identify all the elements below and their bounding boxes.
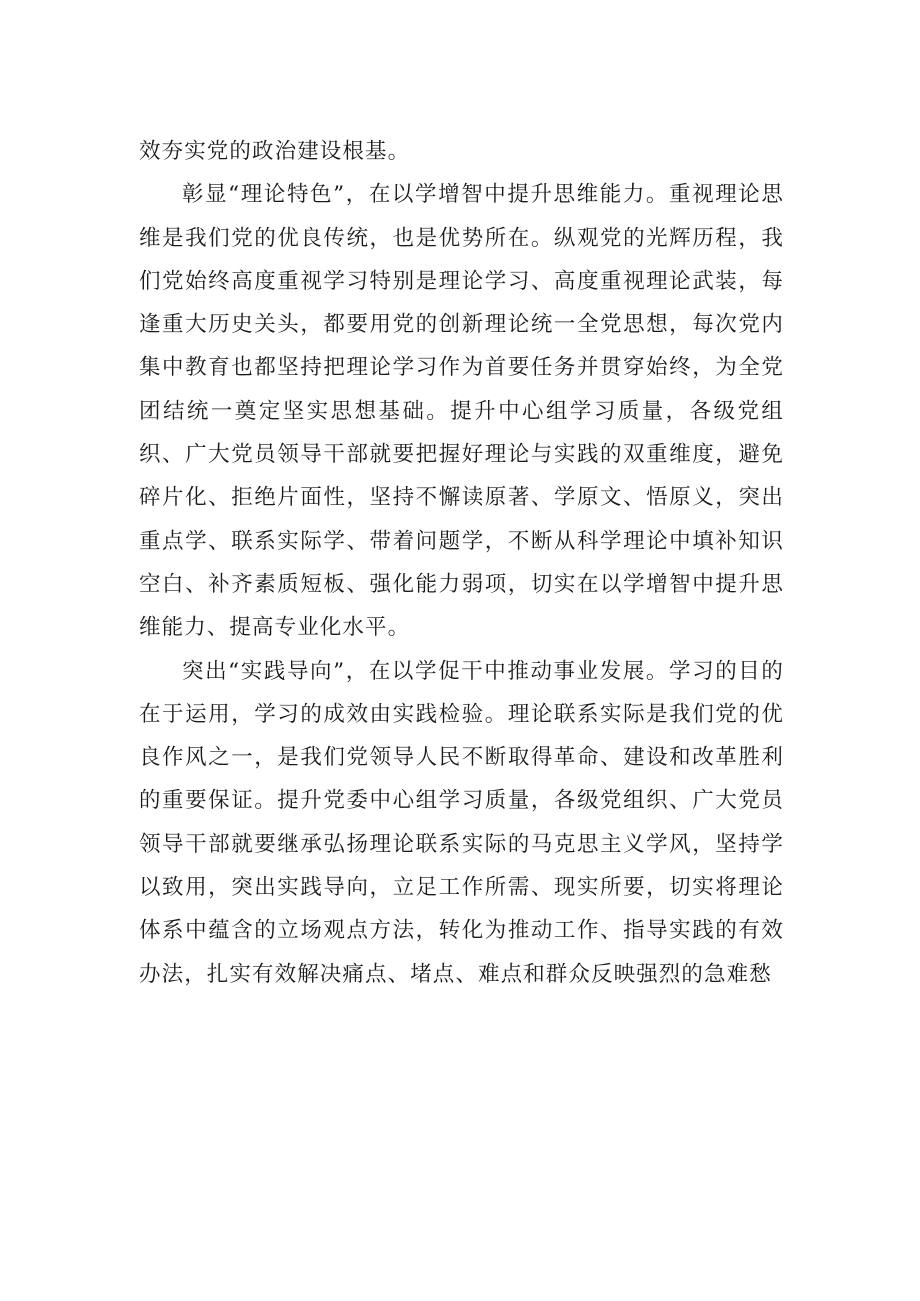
paragraph-continuation: 效夯实党的政治建设根基。: [139, 139, 411, 164]
paragraph-practice-orientation: 突出“实践导向”，在以学促干中推动事业发展。学习的目的在于运用，学习的成效由实践检验。理论联系实际是我们党的优良作风之一，是我们党领导人民不断取得革命、建设和改革胜利的重要保证。提升党委中心组学习质量，各级党组织、广大党员领导干部就要继承弘扬理论联系实际的马克思主义学风，坚持学以致用，突出实践导向，立足工作所需、现实所要，切实将理论体系中蕴含的立场观点方法，转化为推动工作、指导实践的有效办法，扎实有效解决痛点、堵点、难点和群众反映强烈的急难愁: [139, 658, 784, 987]
paragraph-theory-feature: 彰显“理论特色”，在以学增智中提升思维能力。重视理论思维是我们党的优良传统，也是优势所在。纵观党的光辉历程，我们党始终高度重视学习特别是理论学习、高度重视理论武装，每逢重大历史关头，都要用党的创新理论统一全党思想，每次党内集中教育也都坚持把理论学习作为首要任务并贯穿始终，为全党团结统一奠定坚实思想基础。提升中心组学习质量，各级党组织、广大党员领导干部就要把握好理论与实践的双重维度，避免碎片化、拒绝片面性，坚持不懈读原著、学原文、悟原义，突出重点学、联系实际学、带着问题学，不断从科学理论中填补知识空白、补齐素质短板、强化能力弱项，切实在以学增智中提升思维能力、提高专业化水平。: [139, 182, 784, 641]
document-body: [139, 130, 784, 996]
